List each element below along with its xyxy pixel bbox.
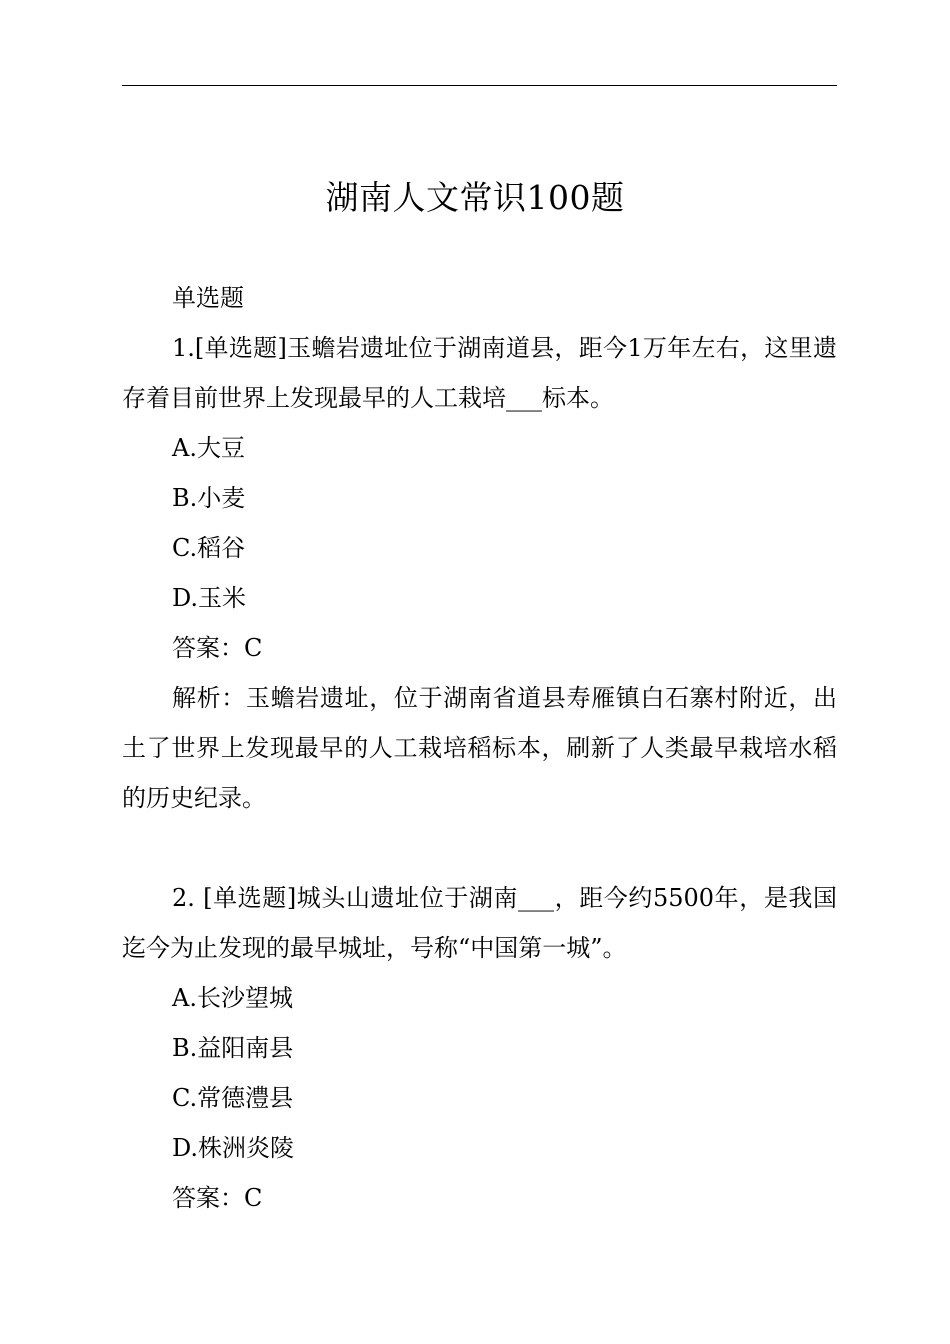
question-2-stem: 2. [单选题]城头山遗址位于湖南___，距今约5500年，是我国迄今为止发现的最早城址，号称“中国第一城”。 bbox=[122, 884, 837, 962]
question-1-stem: 1.[单选题]玉蟾岩遗址位于湖南道县，距今1万年左右，这里遗存着目前世界上发现最早的人工栽培___标本。 bbox=[122, 334, 837, 412]
question-1-answer: 答案：C bbox=[172, 634, 263, 662]
question-1-option-c: C.稻谷 bbox=[172, 534, 246, 562]
question-1-option-b: B.小麦 bbox=[172, 484, 246, 512]
question-1-analysis: 解析：玉蟾岩遗址，位于湖南省道县寿雁镇白石寨村附近，出土了世界上发现最早的人工栽培稻标本，刷新了人类最早栽培水稻的历史纪录。 bbox=[122, 684, 837, 812]
document-body bbox=[122, 273, 837, 1223]
question-2-answer: 答案：C bbox=[172, 1184, 263, 1212]
document-title: 湖南人文常识100题 bbox=[325, 178, 625, 217]
question-2-option-a: A.长沙望城 bbox=[172, 984, 293, 1012]
question-2-option-b: B.益阳南县 bbox=[172, 1034, 294, 1062]
section-heading: 单选题 bbox=[172, 284, 244, 312]
question-1-option-a: A.大豆 bbox=[172, 434, 245, 462]
header-rule bbox=[122, 85, 837, 86]
question-2-option-c: C.常德澧县 bbox=[172, 1084, 294, 1112]
spacer bbox=[122, 823, 837, 873]
question-2-option-d: D.株洲炎陵 bbox=[172, 1134, 295, 1162]
question-1-option-d: D.玉米 bbox=[172, 584, 247, 612]
